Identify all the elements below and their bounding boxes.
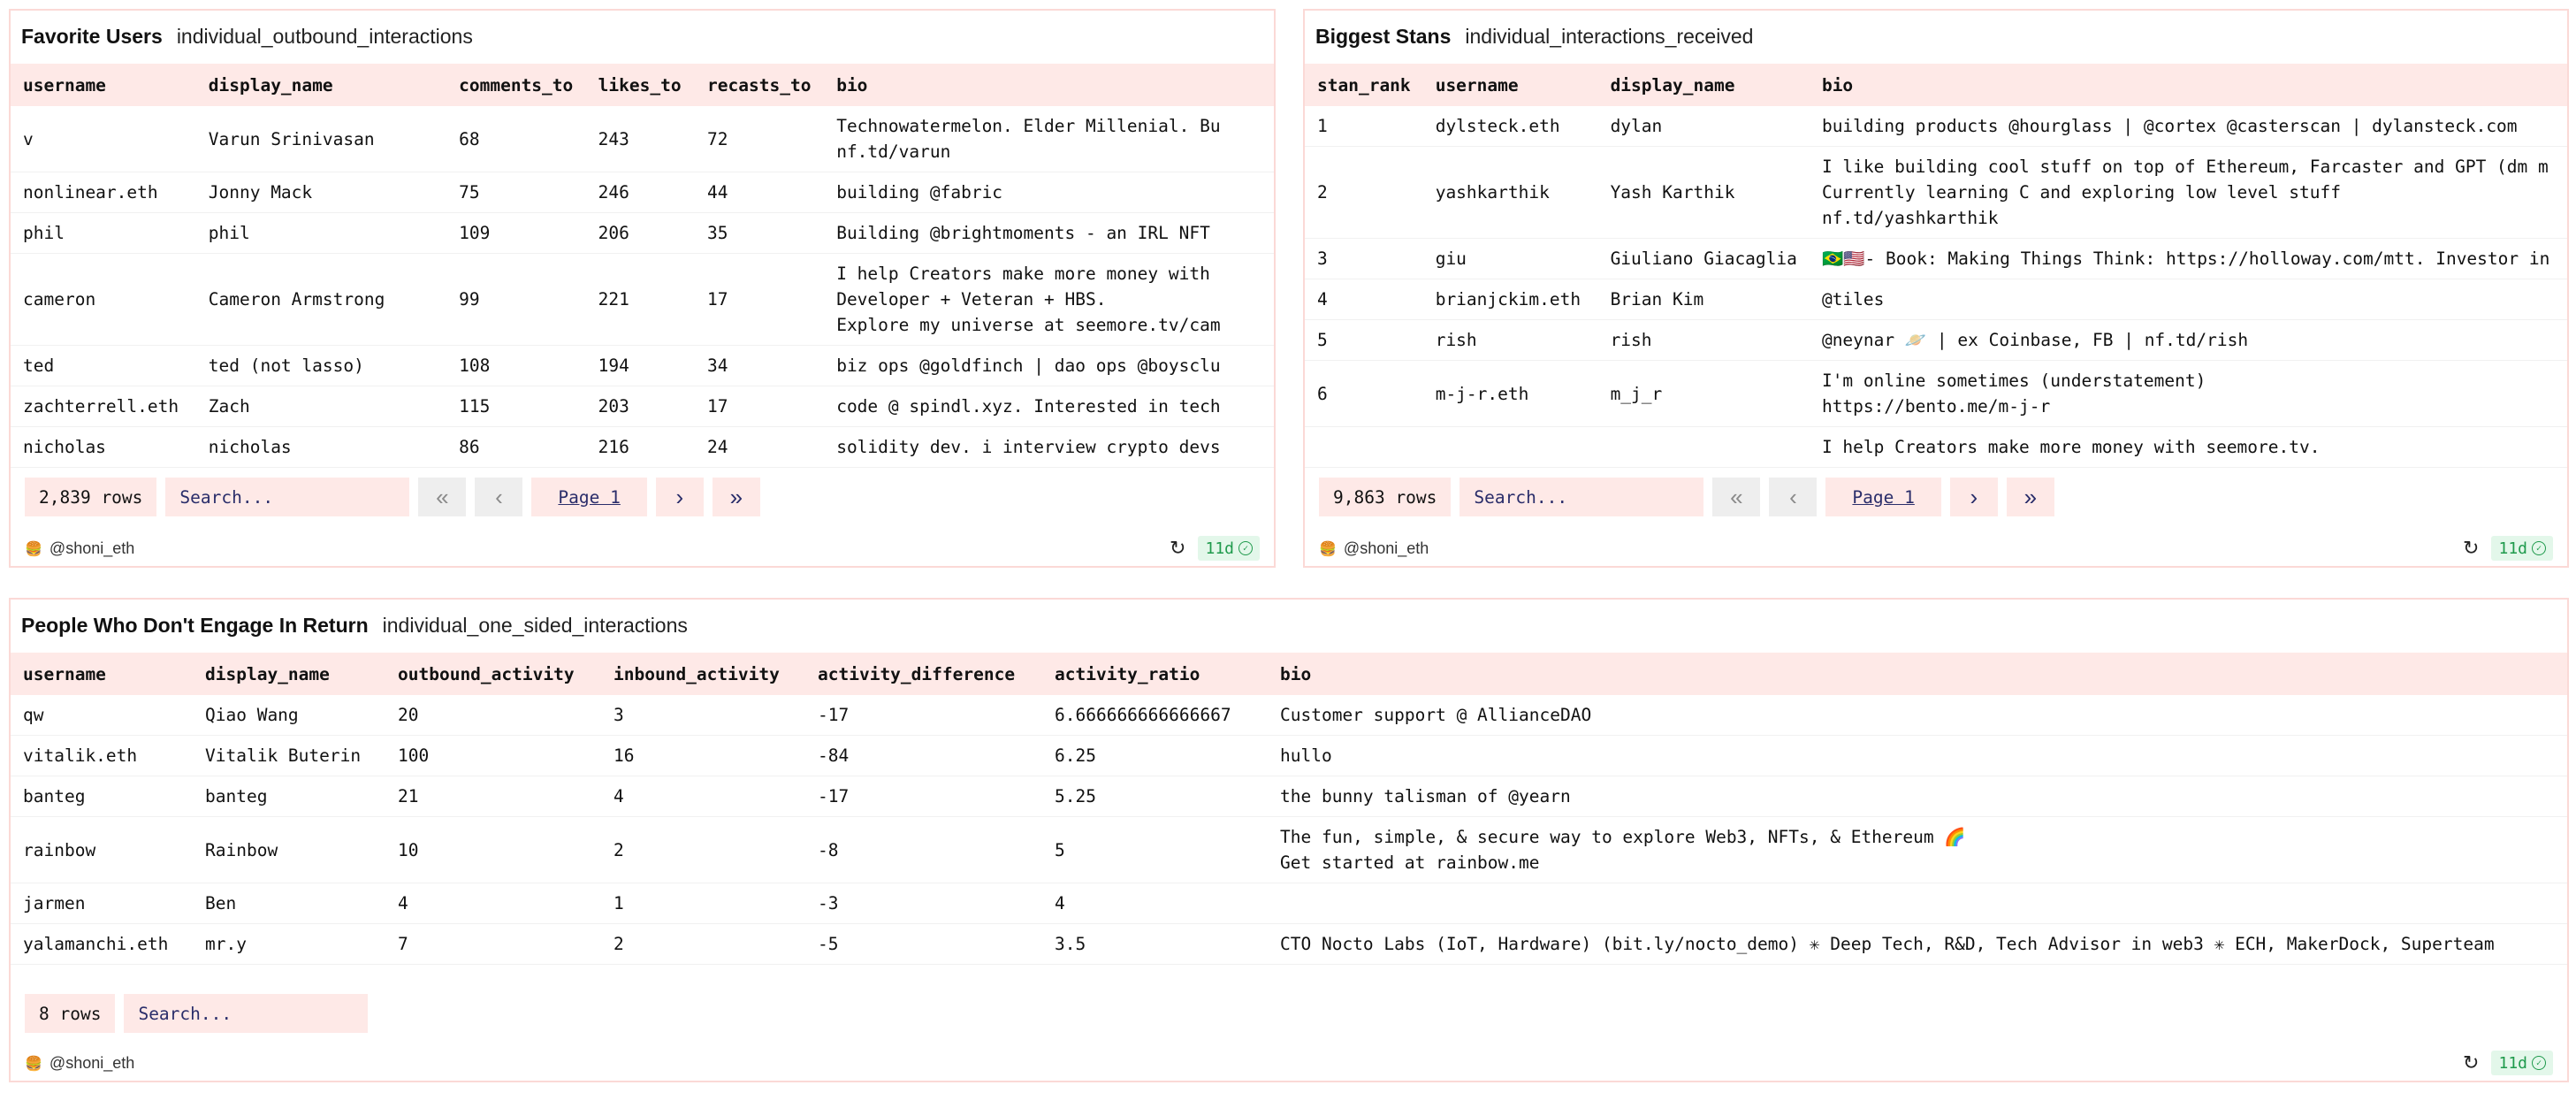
cell-comments-to: 86 <box>446 427 586 468</box>
cell-comments-to: 68 <box>446 106 586 172</box>
panel-title: Biggest Stans <box>1315 24 1452 48</box>
cell-display-name: Vitalik Buterin <box>193 736 385 776</box>
cell-display-name: Rainbow <box>193 817 385 883</box>
one-sided-panel <box>9 598 2569 1082</box>
table-row[interactable] <box>1305 239 2567 279</box>
cell-bio: code @ spindl.xyz. Interested in tech <box>824 386 1274 427</box>
avatar-icon: 🍔 <box>25 541 42 557</box>
cell-recasts-to: 17 <box>695 386 824 427</box>
cell-activity-ratio: 4 <box>1042 883 1268 924</box>
cell-username: rish <box>1423 320 1598 361</box>
cell-stan-rank: 6 <box>1305 361 1423 427</box>
cell-inbound-activity: 1 <box>601 883 805 924</box>
cell-recasts-to: 35 <box>695 213 824 254</box>
column-header-inbound-activity[interactable]: inbound_activity <box>614 663 780 684</box>
cell-outbound-activity: 100 <box>385 736 601 776</box>
cell-bio: 🇧🇷🇺🇸- Book: Making Things Think: https://holloway.com/mtt. Investor in <box>1810 239 2567 279</box>
panel-header <box>1305 11 2567 62</box>
check-circle-icon: ✓ <box>2532 1056 2546 1070</box>
biggest-stans-table <box>1305 64 2567 468</box>
cell-comments-to: 115 <box>446 386 586 427</box>
cell-bio <box>1268 883 2567 924</box>
table-controls <box>25 994 368 1033</box>
cell-stan-rank <box>1305 427 1423 468</box>
cell-activity-ratio: 6.25 <box>1042 736 1268 776</box>
table-header-row <box>1305 64 2567 106</box>
cell-username: v <box>11 106 196 172</box>
cell-display-name: phil <box>196 213 446 254</box>
cell-inbound-activity: 16 <box>601 736 805 776</box>
table-row[interactable] <box>11 427 1274 468</box>
check-circle-icon: ✓ <box>1238 541 1253 555</box>
cell-recasts-to: 34 <box>695 346 824 386</box>
column-header-bio[interactable]: bio <box>1821 74 1854 96</box>
cell-bio: I help Creators make more money with Developer + Veteran + HBS. Explore my universe at seemore.tv/cam <box>824 254 1274 346</box>
column-header-username[interactable]: username <box>1435 74 1519 96</box>
last-page-icon[interactable]: » <box>713 478 760 516</box>
column-header-display-name[interactable]: display_name <box>1610 74 1735 96</box>
cell-likes-to: 206 <box>586 213 695 254</box>
cell-activity-difference: -84 <box>805 736 1042 776</box>
table-row[interactable] <box>1305 320 2567 361</box>
cell-likes-to: 221 <box>586 254 695 346</box>
cell-username: brianjckim.eth <box>1423 279 1598 320</box>
table-row[interactable] <box>11 254 1274 346</box>
cell-stan-rank: 4 <box>1305 279 1423 320</box>
cell-outbound-activity: 10 <box>385 817 601 883</box>
avatar-icon: 🍔 <box>25 1056 42 1072</box>
cell-display-name: Brian Kim <box>1598 279 1810 320</box>
table-row[interactable] <box>11 817 2567 883</box>
cell-display-name: Yash Karthik <box>1598 147 1810 239</box>
cell-bio: CTO Nocto Labs (IoT, Hardware) (bit.ly/nocto_demo) ✳ Deep Tech, R&D, Tech Advisor in web3 ✳ ECH, MakerDock, Superteam <box>1268 924 2567 965</box>
table-row[interactable] <box>1305 427 2567 468</box>
cell-username: banteg <box>11 776 193 817</box>
cell-username: cameron <box>11 254 196 346</box>
author-name[interactable]: @shoni_eth <box>1343 539 1429 557</box>
cell-activity-ratio: 6.666666666666667 <box>1042 695 1268 736</box>
cell-bio: I help Creators make more money with seemore.tv. <box>1810 427 2567 468</box>
cell-username: nonlinear.eth <box>11 172 196 213</box>
table-row[interactable] <box>11 106 1274 172</box>
cell-username <box>1423 427 1598 468</box>
age-text: 11d <box>2498 539 2527 558</box>
cell-username: ted <box>11 346 196 386</box>
table-row[interactable] <box>11 695 2567 736</box>
page-link[interactable]: Page 1 <box>1825 478 1940 516</box>
cell-username: jarmen <box>11 883 193 924</box>
prev-page-icon[interactable]: ‹ <box>1769 478 1817 516</box>
cell-recasts-to: 44 <box>695 172 824 213</box>
cell-username: dylsteck.eth <box>1423 106 1598 147</box>
cell-comments-to: 75 <box>446 172 586 213</box>
cell-display-name: dylan <box>1598 106 1810 147</box>
column-header-activity-ratio[interactable]: activity_ratio <box>1055 663 1200 684</box>
cell-stan-rank: 3 <box>1305 239 1423 279</box>
table-container[interactable] <box>11 64 1274 468</box>
cell-activity-difference: -5 <box>805 924 1042 965</box>
cell-comments-to: 108 <box>446 346 586 386</box>
cell-comments-to: 109 <box>446 213 586 254</box>
author-name[interactable]: @shoni_eth <box>49 1054 135 1072</box>
panel-title: Favorite Users <box>21 24 163 48</box>
cell-username: nicholas <box>11 427 196 468</box>
search-input[interactable] <box>1459 478 1703 516</box>
cell-stan-rank: 1 <box>1305 106 1423 147</box>
cell-activity-ratio: 3.5 <box>1042 924 1268 965</box>
table-row[interactable] <box>11 346 1274 386</box>
cell-display-name: rish <box>1598 320 1810 361</box>
cell-bio: I like building cool stuff on top of Ethereum, Farcaster and GPT (dm m Currently learning C and exploring low level stuff nf.td/yashkarthik <box>1810 147 2567 239</box>
cell-activity-difference: -3 <box>805 883 1042 924</box>
column-header-display-name[interactable]: display_name <box>205 663 330 684</box>
column-header-likes-to[interactable]: likes_to <box>598 74 682 96</box>
age-text: 11d <box>2498 1053 2527 1073</box>
first-page-icon[interactable]: « <box>418 478 466 516</box>
cell-inbound-activity: 4 <box>601 776 805 817</box>
refresh-area <box>1170 536 1260 561</box>
cell-bio: building @fabric <box>824 172 1274 213</box>
cell-username: zachterrell.eth <box>11 386 196 427</box>
cell-username: phil <box>11 213 196 254</box>
cell-bio: I'm online sometimes (understatement) https://bento.me/m-j-r <box>1810 361 2567 427</box>
cell-bio: The fun, simple, & secure way to explore Web3, NFTs, & Ethereum 🌈 Get started at rainbow.me <box>1268 817 2567 883</box>
cell-comments-to: 99 <box>446 254 586 346</box>
row-count: 9,863 rows <box>1319 478 1451 516</box>
cell-display-name: Giuliano Giacaglia <box>1598 239 1810 279</box>
column-header-stan-rank[interactable]: stan_rank <box>1317 74 1411 96</box>
table-row[interactable] <box>11 213 1274 254</box>
cell-username: giu <box>1423 239 1598 279</box>
cell-bio: Customer support @ AllianceDAO <box>1268 695 2567 736</box>
search-input[interactable] <box>124 994 368 1033</box>
table-body <box>11 106 1274 468</box>
cell-display-name: Jonny Mack <box>196 172 446 213</box>
cell-display-name: Zach <box>196 386 446 427</box>
cell-outbound-activity: 20 <box>385 695 601 736</box>
table-row[interactable] <box>11 172 1274 213</box>
table-container[interactable] <box>1305 64 2567 468</box>
check-circle-icon: ✓ <box>2532 541 2546 555</box>
cell-bio: building products @hourglass | @cortex @casterscan | dylansteck.com <box>1810 106 2567 147</box>
cell-recasts-to: 17 <box>695 254 824 346</box>
cell-likes-to: 243 <box>586 106 695 172</box>
cell-username: qw <box>11 695 193 736</box>
cell-outbound-activity: 7 <box>385 924 601 965</box>
page-link[interactable]: Page 1 <box>531 478 646 516</box>
column-header-recasts-to[interactable]: recasts_to <box>707 74 812 96</box>
avatar-icon: 🍔 <box>1319 541 1337 557</box>
cell-inbound-activity: 2 <box>601 924 805 965</box>
table-row[interactable] <box>11 776 2567 817</box>
column-header-comments-to[interactable]: comments_to <box>459 74 574 96</box>
cell-inbound-activity: 3 <box>601 695 805 736</box>
favorite-users-panel <box>9 9 1276 568</box>
last-page-icon[interactable]: » <box>2007 478 2054 516</box>
cell-bio: @neynar 🪐 | ex Coinbase, FB | nf.td/rish <box>1810 320 2567 361</box>
column-header-outbound-activity[interactable]: outbound_activity <box>398 663 575 684</box>
table-controls <box>1319 478 2054 516</box>
cell-activity-difference: -8 <box>805 817 1042 883</box>
prev-page-icon[interactable]: ‹ <box>475 478 522 516</box>
cell-likes-to: 194 <box>586 346 695 386</box>
cell-display-name: Varun Srinivasan <box>196 106 446 172</box>
cell-activity-difference: -17 <box>805 695 1042 736</box>
cell-display-name: m_j_r <box>1598 361 1810 427</box>
cell-bio: biz ops @goldfinch | dao ops @boysclu <box>824 346 1274 386</box>
cell-likes-to: 203 <box>586 386 695 427</box>
cell-display-name: Ben <box>193 883 385 924</box>
next-page-icon[interactable]: › <box>656 478 704 516</box>
cell-display-name: Cameron Armstrong <box>196 254 446 346</box>
panel-subtitle: individual_outbound_interactions <box>176 24 473 48</box>
author-name[interactable]: @shoni_eth <box>49 539 135 557</box>
cell-display-name <box>1598 427 1810 468</box>
panel-header <box>11 11 1274 62</box>
refresh-icon[interactable]: ↻ <box>2463 537 2480 559</box>
table-header-row <box>11 64 1274 106</box>
column-header-username[interactable]: username <box>23 74 106 96</box>
biggest-stans-panel <box>1303 9 2569 568</box>
cell-outbound-activity: 4 <box>385 883 601 924</box>
table-row[interactable] <box>11 924 2567 965</box>
author-credit[interactable] <box>25 1054 134 1073</box>
table-row[interactable] <box>1305 361 2567 427</box>
cell-outbound-activity: 21 <box>385 776 601 817</box>
table-row[interactable] <box>11 386 1274 427</box>
cell-username: yalamanchi.eth <box>11 924 193 965</box>
panel-header <box>11 600 2567 651</box>
next-page-icon[interactable]: › <box>1950 478 1998 516</box>
cell-display-name: mr.y <box>193 924 385 965</box>
table-row[interactable] <box>1305 106 2567 147</box>
panel-subtitle: individual_one_sided_interactions <box>382 613 688 637</box>
first-page-icon[interactable]: « <box>1712 478 1760 516</box>
refresh-area <box>2463 1051 2553 1075</box>
author-credit[interactable] <box>1319 539 1429 558</box>
cell-bio: solidity dev. i interview crypto devs <box>824 427 1274 468</box>
cell-username: m-j-r.eth <box>1423 361 1598 427</box>
column-header-activity-difference[interactable]: activity_difference <box>818 663 1016 684</box>
table-header-row <box>11 653 2567 695</box>
panel-subtitle: individual_interactions_received <box>1465 24 1754 48</box>
refresh-area <box>2463 536 2553 561</box>
column-header-bio[interactable]: bio <box>1280 663 1312 684</box>
search-input[interactable] <box>165 478 409 516</box>
cell-display-name: nicholas <box>196 427 446 468</box>
author-credit[interactable] <box>25 539 134 558</box>
cell-bio: hullo <box>1268 736 2567 776</box>
favorite-users-table <box>11 64 1274 468</box>
panel-title: People Who Don't Engage In Return <box>21 613 369 637</box>
cell-activity-difference: -17 <box>805 776 1042 817</box>
cell-username: vitalik.eth <box>11 736 193 776</box>
refresh-icon[interactable]: ↻ <box>1170 537 1186 559</box>
cell-stan-rank: 2 <box>1305 147 1423 239</box>
table-row[interactable] <box>1305 279 2567 320</box>
column-header-display-name[interactable]: display_name <box>208 74 333 96</box>
cell-recasts-to: 72 <box>695 106 824 172</box>
one-sided-table <box>11 653 2567 965</box>
cell-bio: @tiles <box>1810 279 2567 320</box>
age-badge <box>2491 536 2553 561</box>
table-row[interactable] <box>11 883 2567 924</box>
cell-stan-rank: 5 <box>1305 320 1423 361</box>
cell-activity-ratio: 5 <box>1042 817 1268 883</box>
cell-likes-to: 216 <box>586 427 695 468</box>
table-body <box>11 695 2567 965</box>
cell-recasts-to: 24 <box>695 427 824 468</box>
table-row[interactable] <box>1305 147 2567 239</box>
cell-display-name: banteg <box>193 776 385 817</box>
row-count: 8 rows <box>25 994 115 1033</box>
column-header-bio[interactable]: bio <box>836 74 868 96</box>
cell-bio: Technowatermelon. Elder Millenial. Bu nf.td/varun <box>824 106 1274 172</box>
table-row[interactable] <box>11 736 2567 776</box>
column-header-username[interactable]: username <box>23 663 106 684</box>
row-count: 2,839 rows <box>25 478 156 516</box>
cell-bio: Building @brightmoments - an IRL NFT <box>824 213 1274 254</box>
table-controls <box>25 478 760 516</box>
cell-display-name: Qiao Wang <box>193 695 385 736</box>
table-container[interactable] <box>11 653 2567 965</box>
cell-display-name: ted (not lasso) <box>196 346 446 386</box>
cell-activity-ratio: 5.25 <box>1042 776 1268 817</box>
age-text: 11d <box>1205 539 1234 558</box>
cell-inbound-activity: 2 <box>601 817 805 883</box>
cell-likes-to: 246 <box>586 172 695 213</box>
cell-bio: the bunny talisman of @yearn <box>1268 776 2567 817</box>
cell-username: rainbow <box>11 817 193 883</box>
cell-username: yashkarthik <box>1423 147 1598 239</box>
age-badge <box>2491 1051 2553 1075</box>
table-body <box>1305 106 2567 468</box>
age-badge <box>1198 536 1260 561</box>
refresh-icon[interactable]: ↻ <box>2463 1051 2480 1074</box>
